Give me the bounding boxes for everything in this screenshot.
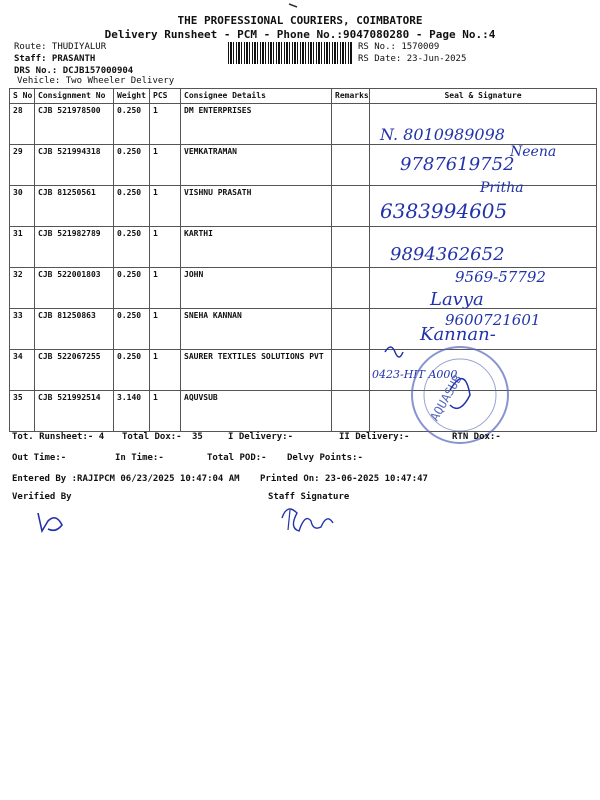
cell-pcs: 1 — [150, 268, 181, 309]
total-pod: Total POD:- — [207, 453, 267, 463]
handwriting-7: 9569-57792 — [455, 268, 546, 286]
rtn-dox: RTN Dox:- — [452, 432, 501, 442]
cell-pcs: 1 — [150, 145, 181, 186]
cell-consignee: SNEHA KANNAN — [181, 309, 332, 350]
handwriting-8: Lavya — [430, 289, 484, 310]
cell-pcs: 1 — [150, 104, 181, 145]
col-pcs: PCS — [150, 89, 181, 104]
runsheet-subtitle: Delivery Runsheet - PCM - Phone No.:9047080280 - Page No.:4 — [104, 28, 496, 41]
staff-signature-icon — [272, 498, 342, 538]
cell-sno: 32 — [10, 268, 35, 309]
route: Route: THUDIYALUR — [14, 42, 107, 52]
cell-consignment-no: CJB 522067255 — [35, 350, 114, 391]
col-weight: Weight — [114, 89, 150, 104]
cell-weight: 0.250 — [114, 309, 150, 350]
cell-consignment-no: CJB 81250863 — [35, 309, 114, 350]
in-time: In Time:- — [115, 453, 164, 463]
handwritten-signatures — [360, 120, 595, 450]
col-consignment: Consignment No — [35, 89, 114, 104]
out-time: Out Time:- — [12, 453, 67, 463]
cell-consignment-no: CJB 521978500 — [35, 104, 114, 145]
cell-pcs: 1 — [150, 309, 181, 350]
handwriting-6: 9894362652 — [390, 244, 505, 265]
cell-sno: 29 — [10, 145, 35, 186]
handwriting-2: Neena — [510, 144, 557, 160]
verified-by: Verified By — [12, 492, 72, 502]
staff-signature-label: Staff Signature — [268, 492, 350, 502]
cell-pcs: 1 — [150, 391, 181, 432]
drs-number: DRS No.: DCJB157000904 — [14, 66, 134, 76]
i-delivery: I Delivery:- — [228, 432, 294, 442]
col-sno: S No — [10, 89, 35, 104]
cell-sno: 35 — [10, 391, 35, 432]
handwriting-10: Kannan- — [420, 324, 496, 345]
cell-weight: 0.250 — [114, 227, 150, 268]
cell-consignee: KARTHI — [181, 227, 332, 268]
rs-number: RS No.: 1570009 — [358, 42, 440, 52]
cell-pcs: 1 — [150, 350, 181, 391]
company-stamp — [412, 347, 508, 443]
staff: Staff: PRASANTH — [14, 54, 96, 64]
cell-sno: 34 — [10, 350, 35, 391]
table-header-row — [10, 89, 597, 104]
total-dox-value: 35 — [192, 432, 203, 442]
vehicle: Vehicle: Two Wheeler Delivery — [17, 76, 175, 86]
col-remarks: Remarks — [332, 89, 370, 104]
svg-text:AQUASUB: AQUASUB — [427, 372, 465, 424]
cell-weight: 0.250 — [114, 268, 150, 309]
cell-sno: 28 — [10, 104, 35, 145]
cell-sno: 33 — [10, 309, 35, 350]
cell-consignment-no: CJB 522001803 — [35, 268, 114, 309]
barcode — [228, 42, 353, 64]
cell-weight: 0.250 — [114, 186, 150, 227]
cell-consignment-no: CJB 521982789 — [35, 227, 114, 268]
printed-on: Printed On: 23-06-2025 10:47:47 — [260, 474, 428, 484]
cell-sno: 30 — [10, 186, 35, 227]
tot-runsheet: Tot. Runsheet:- 4 — [12, 432, 105, 442]
col-consignee: Consignee Details — [181, 89, 332, 104]
total-dox-label: Total Dox:- — [122, 432, 182, 442]
handwriting-9: 9600721601 — [445, 311, 541, 329]
cell-consignee: DM ENTERPRISES — [181, 104, 332, 145]
cell-consignee: JOHN — [181, 268, 332, 309]
col-seal-signature: Seal & Signature — [370, 89, 597, 104]
handwriting-4: Pritha — [480, 180, 524, 196]
handwriting-1: N. 8010989098 — [380, 125, 505, 144]
cell-pcs: 1 — [150, 227, 181, 268]
cell-consignment-no: CJB 521992514 — [35, 391, 114, 432]
handwriting-5: 6383994605 — [380, 199, 508, 223]
cell-consignee: AQUVSUB — [181, 391, 332, 432]
cell-weight: 0.250 — [114, 145, 150, 186]
handwriting-11: 0423-HIT A000 — [372, 368, 458, 381]
ii-delivery: II Delivery:- — [339, 432, 410, 442]
cell-consignment-no: CJB 81250561 — [35, 186, 114, 227]
cell-weight: 0.250 — [114, 104, 150, 145]
cell-consignee: VISHNU PRASATH — [181, 186, 332, 227]
verified-signature-icon — [30, 505, 80, 540]
delvy-points: Delvy Points:- — [287, 453, 363, 463]
entered-by: Entered By :RAJIPCM 06/23/2025 10:47:04 AM — [12, 474, 240, 484]
cell-sno: 31 — [10, 227, 35, 268]
scan-mark — [287, 2, 301, 10]
company-title: THE PROFESSIONAL COURIERS, COIMBATORE — [177, 14, 423, 27]
cell-consignment-no: CJB 521994318 — [35, 145, 114, 186]
cell-consignee: SAURER TEXTILES SOLUTIONS PVT — [181, 350, 332, 391]
rs-date: RS Date: 23-Jun-2025 — [358, 54, 467, 64]
cell-weight: 3.140 — [114, 391, 150, 432]
cell-consignee: VEMKATRAMAN — [181, 145, 332, 186]
cell-weight: 0.250 — [114, 350, 150, 391]
cell-pcs: 1 — [150, 186, 181, 227]
handwriting-3: 9787619752 — [400, 154, 515, 175]
